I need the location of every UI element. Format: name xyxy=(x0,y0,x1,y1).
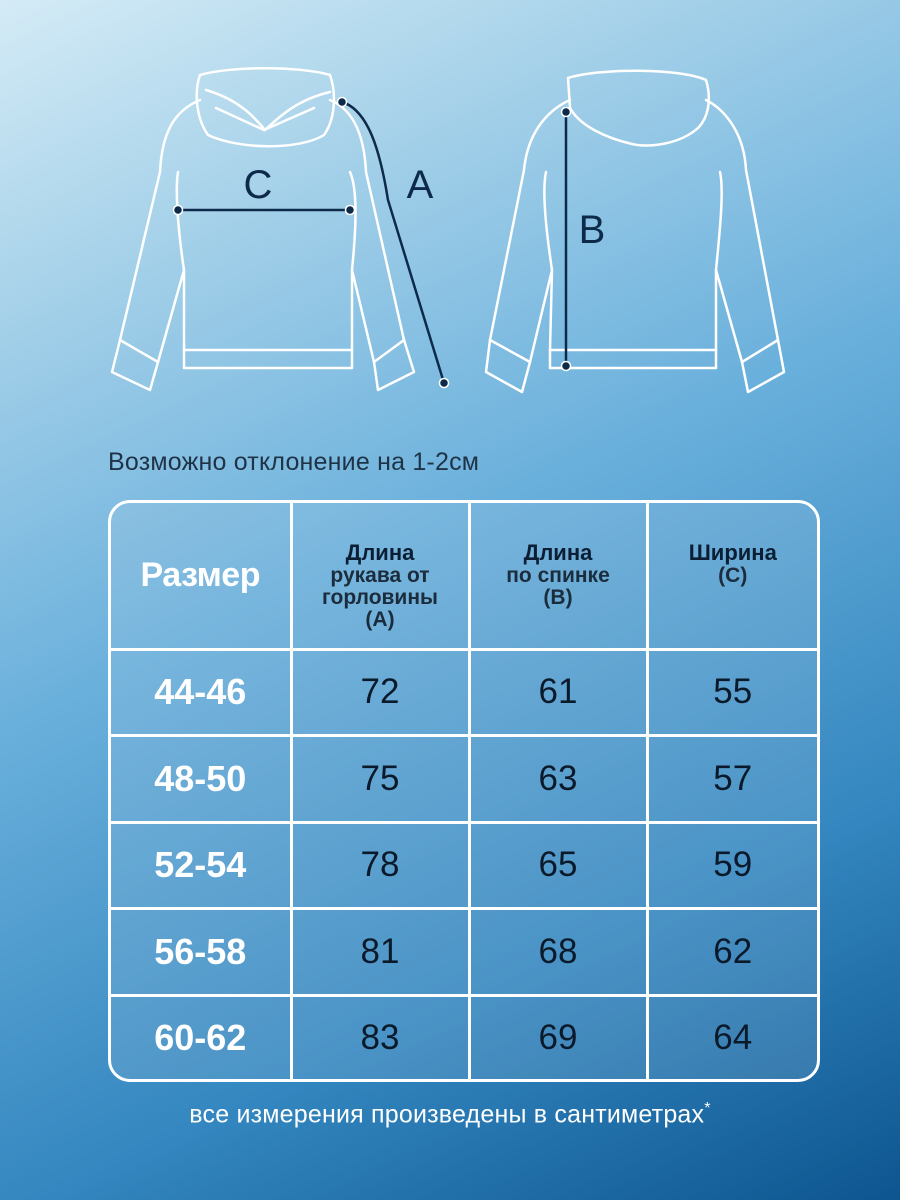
footnote-text: все измерения произведены в сантиметрах xyxy=(189,1100,705,1129)
size-cell: 44-46 xyxy=(111,649,291,736)
size-cell: 52-54 xyxy=(111,822,291,909)
size-cell: 60-62 xyxy=(111,995,291,1079)
header-back-line1: по спинке xyxy=(506,564,610,587)
header-width-bold: Ширина xyxy=(688,540,777,565)
table-row xyxy=(111,822,817,909)
header-sleeve-line3: (А) xyxy=(365,608,395,631)
back-cell: 63 xyxy=(469,736,647,823)
header-back-line2: (В) xyxy=(543,586,573,609)
table-row xyxy=(111,909,817,996)
units-footnote xyxy=(0,1100,900,1129)
width-cell: 64 xyxy=(647,995,817,1079)
size-cell: 56-58 xyxy=(111,909,291,996)
label-b: B xyxy=(578,208,606,252)
width-cell: 59 xyxy=(647,822,817,909)
table-header-row xyxy=(111,503,817,649)
header-sleeve-length xyxy=(291,503,469,649)
deviation-note: Возможно отклонение на 1-2см xyxy=(108,448,480,476)
back-cell: 65 xyxy=(469,822,647,909)
hoodie-back-outline xyxy=(486,71,784,392)
back-cell: 69 xyxy=(469,995,647,1079)
table-row xyxy=(111,649,817,736)
label-a: A xyxy=(406,163,434,207)
header-sleeve-line2: горловины xyxy=(322,586,438,609)
width-cell: 55 xyxy=(647,649,817,736)
hoodie-front-outline xyxy=(112,68,414,390)
header-back-bold: Длина xyxy=(523,540,593,565)
header-width xyxy=(647,503,817,649)
header-sleeve-bold: Длина xyxy=(345,540,415,565)
size-cell: 48-50 xyxy=(111,736,291,823)
table-row xyxy=(111,736,817,823)
sleeve-cell: 72 xyxy=(291,649,469,736)
sleeve-cell: 75 xyxy=(291,736,469,823)
header-size: Размер xyxy=(111,503,291,649)
sleeve-cell: 83 xyxy=(291,995,469,1079)
width-cell: 57 xyxy=(647,736,817,823)
back-cell: 68 xyxy=(469,909,647,996)
sleeve-cell: 81 xyxy=(291,909,469,996)
header-sleeve-line1: рукава от xyxy=(330,564,430,587)
width-cell: 62 xyxy=(647,909,817,996)
header-back-length xyxy=(469,503,647,649)
size-table xyxy=(108,500,820,1082)
footnote-asterisk: * xyxy=(704,1100,711,1117)
header-width-line1: (С) xyxy=(718,564,748,587)
label-c: C xyxy=(243,163,273,207)
table-row xyxy=(111,995,817,1079)
back-cell: 61 xyxy=(469,649,647,736)
sleeve-cell: 78 xyxy=(291,822,469,909)
hoodie-measurement-diagram xyxy=(0,0,900,440)
